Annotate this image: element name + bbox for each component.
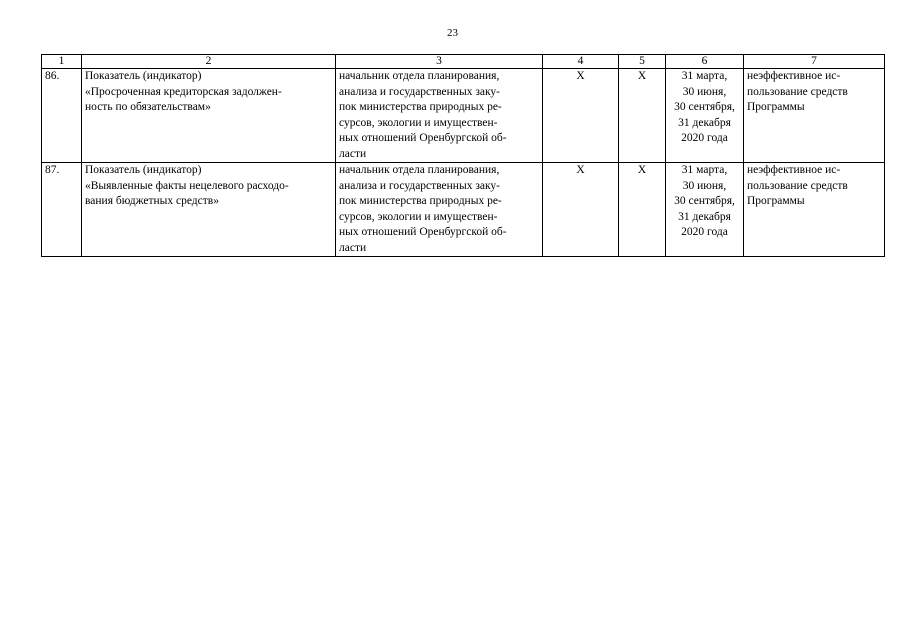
dates-cell [666, 163, 744, 257]
header-col-4: 4 [543, 55, 619, 69]
indicator-line: вания бюджетных средств» [85, 195, 219, 207]
row-number: 86. [42, 69, 82, 163]
responsible-line: анализа и государственных заку- [339, 179, 500, 192]
table-row [42, 163, 885, 257]
table-row [42, 69, 885, 163]
date-line: 31 декабря [678, 116, 731, 129]
responsible-line: ласти [339, 241, 367, 254]
date-line: 2020 года [681, 132, 728, 144]
date-line: 30 сентября, [674, 101, 735, 113]
header-col-6: 6 [666, 55, 744, 69]
indicator-cell [82, 163, 336, 257]
header-col-7: 7 [744, 55, 885, 69]
responsible-line: начальник отдела планирования, [339, 70, 500, 82]
responsible-line: ных отношений Оренбургской об- [339, 132, 507, 144]
responsible-line: начальник отдела планирования, [339, 164, 500, 176]
header-col-1: 1 [42, 55, 82, 69]
consequence-line: пользование средств [747, 179, 848, 192]
header-col-3: 3 [336, 55, 543, 69]
responsible-line: пок министерства природных ре- [339, 101, 502, 113]
indicator-line: Показатель (индикатор) [85, 164, 202, 176]
consequence-line: Программы [747, 195, 805, 207]
date-line: 31 марта, [681, 70, 728, 82]
consequence-line: неэффективное ис- [747, 70, 841, 82]
header-col-2: 2 [82, 55, 336, 69]
responsible-cell [336, 163, 543, 257]
date-line: 2020 года [681, 226, 728, 238]
indicator-line: «Выявленные факты нецелевого расходо- [85, 179, 289, 192]
consequence-cell [744, 163, 885, 257]
responsible-line: сурсов, экологии и имуществен- [339, 210, 498, 223]
page-number: 23 [447, 27, 458, 39]
indicator-line: «Просроченная кредиторская задолжен- [85, 85, 282, 98]
date-line: 31 марта, [681, 164, 728, 176]
responsible-cell [336, 69, 543, 163]
responsible-line: ласти [339, 147, 367, 160]
consequence-line: Программы [747, 101, 805, 113]
col4-cell: Х [543, 69, 619, 163]
indicator-cell [82, 69, 336, 163]
date-line: 30 июня, [682, 85, 727, 98]
responsible-line: анализа и государственных заку- [339, 85, 500, 98]
consequence-line: неэффективное ис- [747, 164, 841, 176]
responsible-line: ных отношений Оренбургской об- [339, 226, 507, 238]
indicator-line: ность по обязательствам» [85, 101, 211, 113]
header-row [42, 55, 885, 69]
consequence-cell [744, 69, 885, 163]
dates-cell [666, 69, 744, 163]
header-col-5: 5 [619, 55, 666, 69]
indicator-table [41, 54, 885, 257]
responsible-line: сурсов, экологии и имуществен- [339, 116, 498, 129]
responsible-line: пок министерства природных ре- [339, 195, 502, 207]
date-line: 30 июня, [682, 179, 727, 192]
date-line: 31 декабря [678, 210, 731, 223]
col4-cell: Х [543, 163, 619, 257]
date-line: 30 сентября, [674, 195, 735, 207]
row-number: 87. [42, 163, 82, 257]
indicator-line: Показатель (индикатор) [85, 70, 202, 82]
col5-cell: Х [619, 163, 666, 257]
consequence-line: пользование средств [747, 85, 848, 98]
col5-cell: Х [619, 69, 666, 163]
